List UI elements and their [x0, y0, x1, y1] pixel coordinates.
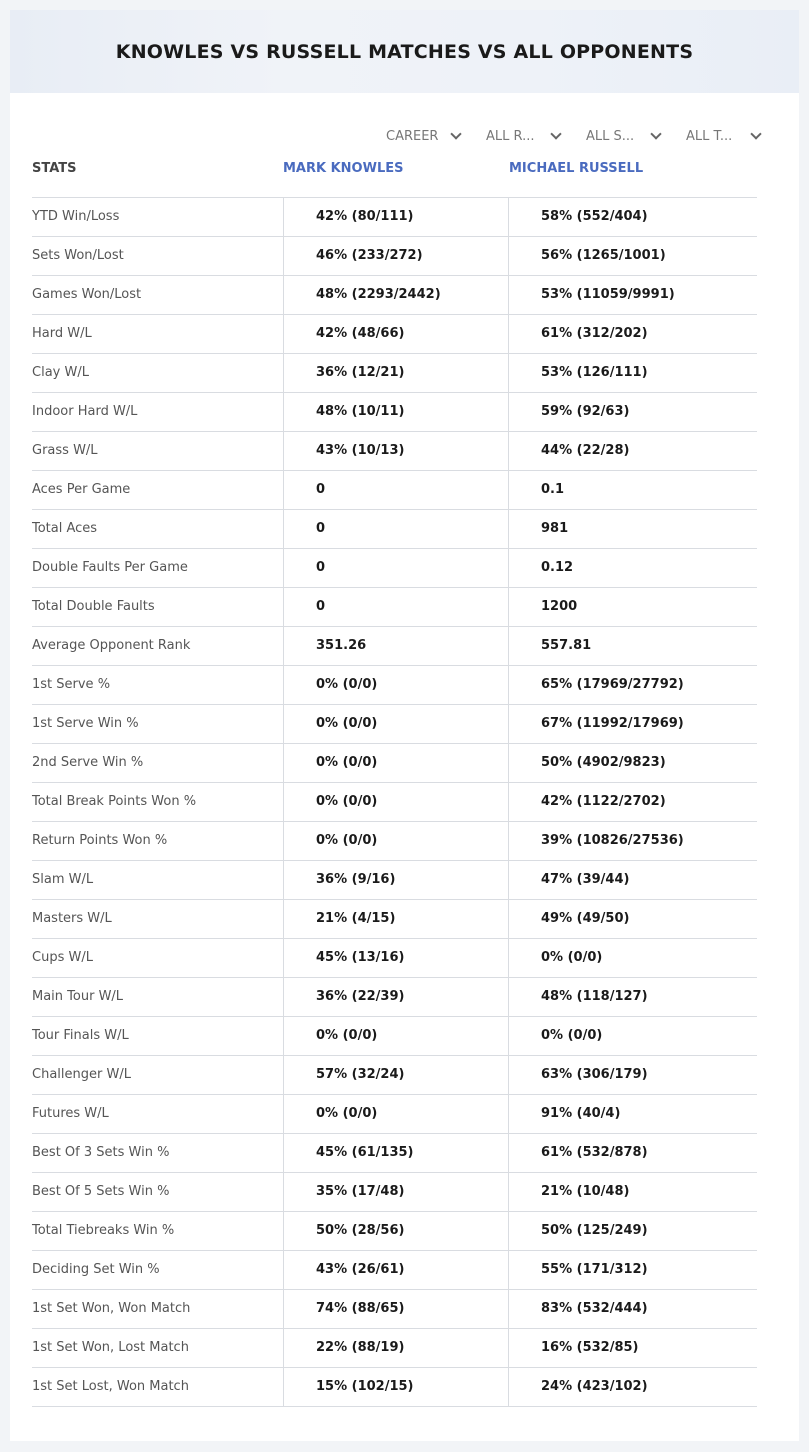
- filter-period-select[interactable]: [374, 125, 466, 147]
- stat-label: 2nd Serve Win %: [32, 755, 144, 770]
- player2-value: 24% (423/102): [508, 1368, 757, 1406]
- player2-value: 47% (39/44): [508, 861, 757, 899]
- player2-link[interactable]: MICHAEL RUSSELL: [509, 161, 644, 176]
- filter-label: CAREER: [386, 128, 439, 144]
- player1-value: 0: [283, 588, 508, 626]
- player1-value: 0% (0/0): [283, 705, 508, 743]
- player2-value: 61% (532/878): [508, 1134, 757, 1172]
- player2-value: 55% (171/312): [508, 1251, 757, 1289]
- stat-label: Futures W/L: [32, 1106, 109, 1121]
- player1-value: 50% (28/56): [283, 1212, 508, 1250]
- filter-label: ALL R...: [486, 128, 535, 144]
- chevron-down-icon: [450, 128, 461, 139]
- stat-label: Total Tiebreaks Win %: [32, 1223, 175, 1238]
- player1-value: 0: [283, 549, 508, 587]
- player2-value: 48% (118/127): [508, 978, 757, 1016]
- column-header-stats: STATS: [32, 161, 77, 176]
- player1-value: 22% (88/19): [283, 1329, 508, 1367]
- stat-label: Indoor Hard W/L: [32, 404, 138, 419]
- player2-value: 53% (11059/9991): [508, 276, 757, 314]
- player2-value: 63% (306/179): [508, 1056, 757, 1094]
- player2-value: 39% (10826/27536): [508, 822, 757, 860]
- stat-label: 1st Set Won, Lost Match: [32, 1340, 189, 1355]
- player2-value: 42% (1122/2702): [508, 783, 757, 821]
- player1-value: 48% (10/11): [283, 393, 508, 431]
- player1-value: 0% (0/0): [283, 744, 508, 782]
- player1-value: 36% (22/39): [283, 978, 508, 1016]
- table-row: [32, 1017, 757, 1056]
- player1-value: 46% (233/272): [283, 237, 508, 275]
- player1-value: 57% (32/24): [283, 1056, 508, 1094]
- table-row: [32, 588, 757, 627]
- player2-value: 83% (532/444): [508, 1290, 757, 1328]
- table-row: [32, 1056, 757, 1095]
- stat-label: Best Of 5 Sets Win %: [32, 1184, 170, 1199]
- table-row: [32, 354, 757, 393]
- table-row: [32, 1173, 757, 1212]
- stat-label: Sets Won/Lost: [32, 248, 124, 263]
- filter-tournament-select[interactable]: [674, 125, 766, 147]
- player2-value: 58% (552/404): [508, 198, 757, 236]
- player1-value: 0% (0/0): [283, 822, 508, 860]
- stat-label: Masters W/L: [32, 911, 112, 926]
- table-row: [32, 432, 757, 471]
- player1-value: 45% (61/135): [283, 1134, 508, 1172]
- player1-value: 42% (48/66): [283, 315, 508, 353]
- stat-label: Clay W/L: [32, 365, 89, 380]
- player1-value: 74% (88/65): [283, 1290, 508, 1328]
- table-header: [32, 161, 757, 196]
- table-row: [32, 549, 757, 588]
- stat-label: 1st Set Won, Won Match: [32, 1301, 191, 1316]
- stat-label: Return Points Won %: [32, 833, 168, 848]
- player2-value: 67% (11992/17969): [508, 705, 757, 743]
- player2-value: 91% (40/4): [508, 1095, 757, 1133]
- table-row: [32, 276, 757, 315]
- table-row: [32, 744, 757, 783]
- player1-value: 0% (0/0): [283, 666, 508, 704]
- table-row: [32, 861, 757, 900]
- stat-label: Games Won/Lost: [32, 287, 142, 302]
- player2-value: 44% (22/28): [508, 432, 757, 470]
- stat-label: Main Tour W/L: [32, 989, 124, 1004]
- player2-value: 49% (49/50): [508, 900, 757, 938]
- player1-value: 36% (9/16): [283, 861, 508, 899]
- filter-label: ALL T...: [686, 128, 733, 144]
- player1-value: 43% (26/61): [283, 1251, 508, 1289]
- table-row: [32, 1212, 757, 1251]
- table-row: [32, 1329, 757, 1368]
- stat-label: Tour Finals W/L: [32, 1028, 129, 1043]
- table-row: [32, 471, 757, 510]
- player2-value: 0.1: [508, 471, 757, 509]
- player2-value: 16% (532/85): [508, 1329, 757, 1367]
- player1-value: 351.26: [283, 627, 508, 665]
- stat-label: Grass W/L: [32, 443, 98, 458]
- chevron-down-icon: [650, 128, 661, 139]
- table-row: [32, 237, 757, 276]
- page-title: KNOWLES VS RUSSELL MATCHES VS ALL OPPONENTS: [115, 40, 694, 63]
- stat-label: Cups W/L: [32, 950, 93, 965]
- chevron-down-icon: [750, 128, 761, 139]
- player1-value: 0% (0/0): [283, 783, 508, 821]
- player2-value: 0.12: [508, 549, 757, 587]
- player2-value: 557.81: [508, 627, 757, 665]
- player1-value: 43% (10/13): [283, 432, 508, 470]
- filter-bar: [366, 125, 766, 147]
- player2-value: 50% (125/249): [508, 1212, 757, 1250]
- player2-value: 61% (312/202): [508, 315, 757, 353]
- filter-label: ALL S...: [586, 128, 635, 144]
- table-row: [32, 705, 757, 744]
- player2-value: 21% (10/48): [508, 1173, 757, 1211]
- player2-value: 53% (126/111): [508, 354, 757, 392]
- stat-label: Total Double Faults: [32, 599, 155, 614]
- stat-label: Challenger W/L: [32, 1067, 131, 1082]
- player2-value: 0% (0/0): [508, 1017, 757, 1055]
- player1-value: 42% (80/111): [283, 198, 508, 236]
- player2-value: 59% (92/63): [508, 393, 757, 431]
- chevron-down-icon: [550, 128, 561, 139]
- stat-label: Slam W/L: [32, 872, 94, 887]
- table-row: [32, 978, 757, 1017]
- player2-value: 56% (1265/1001): [508, 237, 757, 275]
- table-row: [32, 1134, 757, 1173]
- table-row: [32, 900, 757, 939]
- stat-label: Average Opponent Rank: [32, 638, 191, 653]
- filter-round-select[interactable]: [474, 125, 566, 147]
- player2-value: 65% (17969/27792): [508, 666, 757, 704]
- player2-value: 981: [508, 510, 757, 548]
- table-row: [32, 822, 757, 861]
- stat-label: 1st Set Lost, Won Match: [32, 1379, 189, 1394]
- player2-value: 50% (4902/9823): [508, 744, 757, 782]
- filter-surface-select[interactable]: [574, 125, 666, 147]
- table-row: [32, 627, 757, 666]
- player1-value: 0: [283, 510, 508, 548]
- player1-value: 48% (2293/2442): [283, 276, 508, 314]
- player1-value: 0% (0/0): [283, 1095, 508, 1133]
- player1-value: 0: [283, 471, 508, 509]
- table-row: [32, 1095, 757, 1134]
- stat-label: 1st Serve %: [32, 677, 111, 692]
- stat-label: Total Break Points Won %: [32, 794, 197, 809]
- table-row: [32, 1368, 757, 1407]
- stat-label: Hard W/L: [32, 326, 92, 341]
- player1-link[interactable]: MARK KNOWLES: [283, 161, 404, 176]
- stat-label: Best Of 3 Sets Win %: [32, 1145, 170, 1160]
- player1-value: 21% (4/15): [283, 900, 508, 938]
- player2-value: 1200: [508, 588, 757, 626]
- table-row: [32, 783, 757, 822]
- player2-value: 0% (0/0): [508, 939, 757, 977]
- table-row: [32, 510, 757, 549]
- stat-label: Double Faults Per Game: [32, 560, 188, 575]
- stat-label: Total Aces: [32, 521, 98, 536]
- player1-value: 36% (12/21): [283, 354, 508, 392]
- table-row: [32, 315, 757, 354]
- table-row: [32, 666, 757, 705]
- stat-label: YTD Win/Loss: [32, 209, 120, 224]
- table-row: [32, 939, 757, 978]
- player1-value: 15% (102/15): [283, 1368, 508, 1406]
- title-banner: [10, 10, 799, 93]
- stat-label: Aces Per Game: [32, 482, 131, 497]
- table-row: [32, 1251, 757, 1290]
- table-row: [32, 1290, 757, 1329]
- player1-value: 0% (0/0): [283, 1017, 508, 1055]
- player1-value: 35% (17/48): [283, 1173, 508, 1211]
- table-row: [32, 393, 757, 432]
- stats-table: [32, 197, 757, 1407]
- stat-label: 1st Serve Win %: [32, 716, 139, 731]
- stat-label: Deciding Set Win %: [32, 1262, 160, 1277]
- player1-value: 45% (13/16): [283, 939, 508, 977]
- table-row: [32, 198, 757, 237]
